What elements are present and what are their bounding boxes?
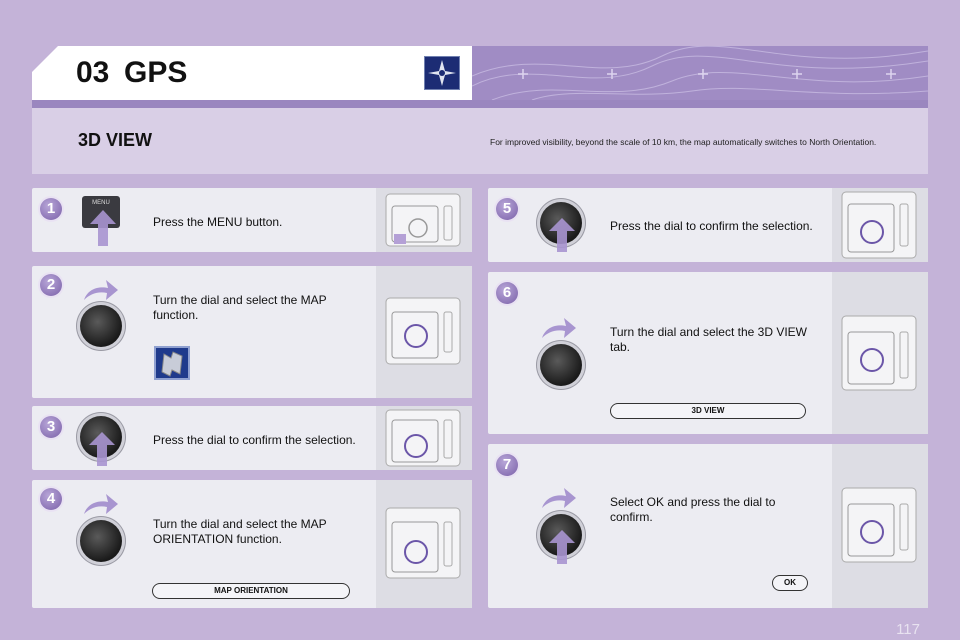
step-4-control-area	[376, 480, 472, 608]
step-7-control-area	[832, 444, 928, 608]
step-6-control-area	[832, 272, 928, 434]
header-bar	[32, 100, 928, 108]
map-banner	[472, 46, 928, 100]
press-arrow-icon	[88, 432, 116, 466]
step-5-control-area	[832, 188, 928, 262]
section-title: 3D VIEW	[78, 130, 153, 150]
step-6-badge: 6	[496, 282, 518, 304]
3d-view-pill: 3D VIEW	[610, 403, 806, 419]
step-3-badge: 3	[40, 416, 62, 438]
control-panel-icon	[376, 266, 472, 398]
step-5-badge: 5	[496, 198, 518, 220]
dial-icon	[540, 344, 582, 386]
chapter-number: 03	[76, 56, 110, 89]
press-arrow-icon	[88, 210, 118, 246]
step-1-text: Press the MENU button.	[153, 215, 283, 229]
control-panel-icon	[832, 272, 928, 434]
control-panel-icon	[832, 188, 928, 262]
map-book-icon	[154, 346, 190, 380]
dial-icon	[80, 305, 122, 347]
turn-arrow-icon	[82, 494, 118, 516]
dial-icon	[80, 520, 122, 562]
step-4-text: Turn the dial and select the MAP ORIENTATION function.	[153, 517, 327, 546]
step-4-badge: 4	[40, 488, 62, 510]
step-1-control-area	[376, 188, 472, 252]
navigation-cross-icon	[424, 56, 460, 90]
ok-pill: OK	[772, 575, 808, 591]
press-arrow-icon	[548, 218, 576, 252]
press-arrow-icon	[548, 530, 576, 564]
control-panel-icon	[832, 444, 928, 608]
step-2-control-area	[376, 266, 472, 398]
step-2-text: Turn the dial and select the MAP function.	[153, 293, 327, 322]
step-3-control-area	[376, 406, 472, 470]
control-panel-icon	[376, 480, 472, 608]
turn-arrow-icon	[540, 488, 576, 510]
page-number: 117	[896, 621, 920, 638]
step-7-text: Select OK and press the dial to confirm.	[610, 495, 776, 524]
step-7-badge: 7	[496, 454, 518, 476]
control-panel-icon	[376, 406, 472, 470]
control-panel-icon	[376, 188, 472, 252]
step-5-text: Press the dial to confirm the selection.	[610, 219, 813, 233]
section-note: For improved visibility, beyond the scale of 10 km, the map automatically switches to North Orientation.	[490, 137, 877, 147]
step-6-text: Turn the dial and select the 3D VIEW tab.	[610, 325, 807, 354]
turn-arrow-icon	[82, 280, 118, 302]
menu-key-icon: MENU	[82, 196, 120, 228]
map-orientation-pill: MAP ORIENTATION	[152, 583, 350, 599]
turn-arrow-icon	[540, 318, 576, 340]
step-2-badge: 2	[40, 274, 62, 296]
step-3-text: Press the dial to confirm the selection.	[153, 433, 356, 447]
chapter-title: GPS	[124, 56, 188, 89]
topo-map-icon	[472, 46, 928, 100]
step-1-badge: 1	[40, 198, 62, 220]
